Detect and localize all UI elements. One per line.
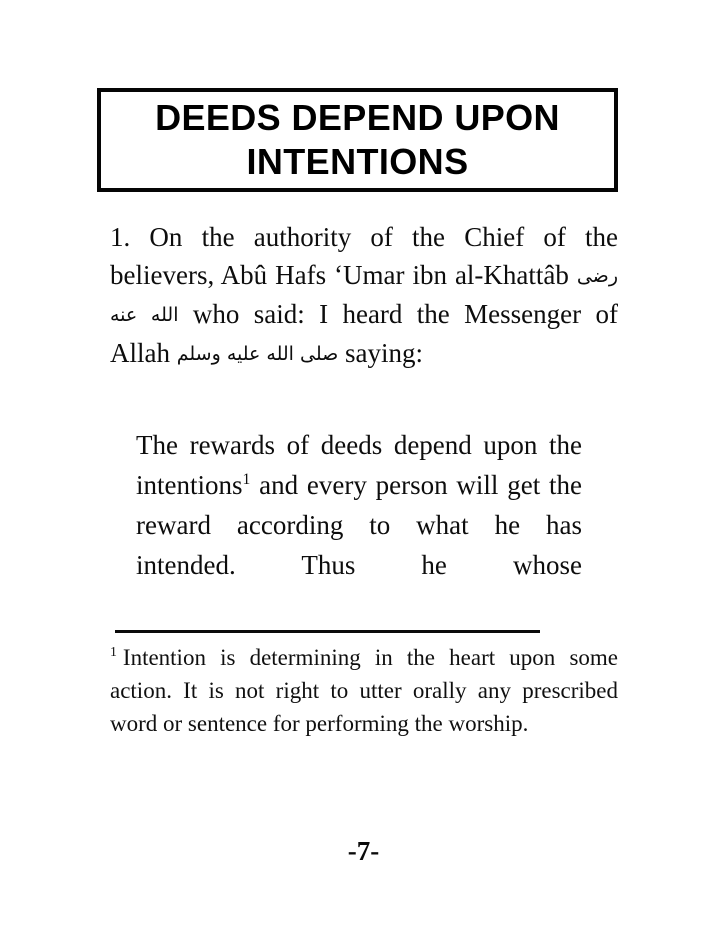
footnote-paragraph — [110, 641, 618, 740]
hadith-quote-part-2: and every person will get the reward according to what he has intended. Thus he whose — [136, 470, 582, 580]
footnote-block — [110, 641, 618, 740]
hadith-quote-block — [136, 425, 582, 625]
title-line-1: DEEDS DEPEND UPON — [155, 97, 560, 138]
narration-text-1: On the authority of the Chief of the believers, Abû Hafs ‘Umar ibn al-Khattâb — [110, 222, 618, 290]
footnote-marker: 1 — [110, 644, 117, 660]
narration-paragraph — [110, 218, 618, 373]
narration-text-2: who said: I heard the Messenger of Allah — [110, 299, 618, 368]
title-line-2: INTENTIONS — [246, 141, 469, 182]
hadith-quote-part-1: The rewards of deeds depend upon the intentions — [136, 430, 582, 500]
footnote-text: Intention is determining in the heart upon some action. It is not right to utter orally any prescribed word or sentence for performing the worship. — [110, 645, 618, 736]
page-number: -7- — [347, 836, 380, 866]
narration-text-3: saying: — [338, 338, 423, 368]
hadith-quote-paragraph — [136, 425, 582, 625]
narration-block — [110, 218, 618, 373]
narration-number: 1. — [110, 222, 131, 252]
footnote-separator-rule — [115, 630, 540, 633]
arabic-sallallahu-alayhi-wasallam: صلى الله عليه وسلم — [176, 343, 339, 365]
title-box — [97, 88, 618, 192]
footnote-reference-marker: 1 — [242, 471, 251, 488]
arabic-radiyallahu-anhu: رضى الله عنه — [110, 265, 618, 326]
